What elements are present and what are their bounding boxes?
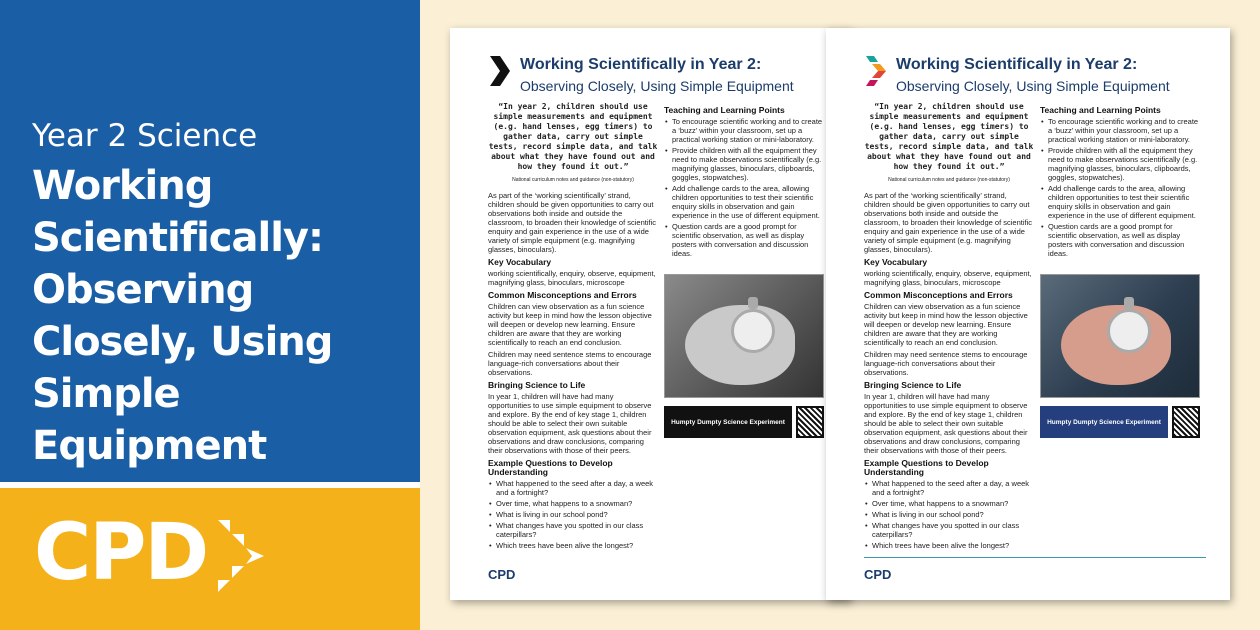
document-preview-mono [450,28,850,600]
doc-right-column [664,102,826,438]
stopwatch-icon [1107,309,1151,353]
list-item: • Which trees have been alive the longest? [488,541,658,550]
list-item: • Add challenge cards to the area, allowing children opportunities to test their scientific enquiry skills in observation and gain experience in the use of different equipment. [1040,184,1202,220]
vocab-heading: Key Vocabulary [488,257,552,267]
experiment-link[interactable]: Humpty Dumpty Science Experiment [1040,406,1168,438]
teaching-list [664,117,826,258]
life-text: In year 1, children will have had many opportunities to use simple equipment to observe and explore. By the end of key stage 1, children should be able to select their own suitable observation equipment, ask questions about their observations and draw conclusions, comparing their observations with those of their peers. [864,392,1028,455]
misconceptions-text: Children can view observation as a fun science activity but keep in mind how the lesson objective will deepen or develop new learning. Ensure children are aware that they are working scientifically to reach an end conclusion. [488,302,652,347]
experiment-link[interactable]: Humpty Dumpty Science Experiment [664,406,792,438]
list-item: • What is living in our school pond? [488,510,658,519]
teaching-list [1040,117,1202,258]
life-text: In year 1, children will have had many opportunities to use simple equipment to observe and explore. By the end of key stage 1, children should be able to select their own suitable observation equipment, ask questions about their observations and draw conclusions, comparing their observations with those of their peers. [488,392,652,455]
questions-list [864,479,1034,550]
footer-divider [864,557,1206,558]
experiment-banner [664,406,826,438]
list-item: • What changes have you spotted in our class caterpillars? [488,521,658,539]
quote-source: National curriculum notes and guidance (non-statutory) [888,177,1010,183]
list-item: • To encourage scientific working and to create a ‘buzz’ within your classroom, set up a practical working station or mini-laboratory. [664,117,826,144]
page-title: Working Scientifically: Observing Closely, Using Simple Equipment [32,163,333,469]
curriculum-quote: “In year 2, children should use simple measurements and equipment (e.g. hand lenses, egg timers) to gather data, carry out simple tests, record simple data, and talk about what they have found out and how they found it out.” [864,102,1034,171]
doc-title: Working Scientifically in Year 2: [896,56,1138,73]
list-item: • To encourage scientific working and to create a ‘buzz’ within your classroom, set up a practical working station or mini-laboratory. [1040,117,1202,144]
intro-text: As part of the ‘working scientifically’ strand, children should be given opportunities to carry out observations both inside and outside the classroom, to broaden their knowledge of scientific enquiry and gain experience in the use of a wide variety of simple equipment (e.g. magnifying glasses, binoculars). [488,191,657,254]
list-item: • Question cards are a good prompt for scientific observation, as well as display posters with conversation and discussion ideas. [664,222,826,258]
experiment-banner [1040,406,1202,438]
curriculum-quote: “In year 2, children should use simple measurements and equipment (e.g. hand lenses, egg timers) to gather data, carry out simple tests, record simple data, and talk about what they have found out and how they found it out.” [488,102,658,171]
vocab-heading: Key Vocabulary [864,257,928,267]
life-heading: Bringing Science to Life [864,380,962,390]
life-heading: Bringing Science to Life [488,380,586,390]
stopwatch-icon [731,309,775,353]
stopwatch-photo [664,274,824,398]
subject-label: Year 2 Science [32,118,258,154]
quote-source: National curriculum notes and guidance (non-statutory) [512,177,634,183]
footer-brand: CPD [488,567,516,582]
doc-title: Working Scientifically in Year 2: [520,56,762,73]
doc-right-column [1040,102,1202,438]
list-item: • Add challenge cards to the area, allowing children opportunities to test their scientific enquiry skills in observation and gain experience in the use of different equipment. [664,184,826,220]
qr-code-icon [796,406,824,438]
list-item: • What changes have you spotted in our class caterpillars? [864,521,1034,539]
doc-left-column [488,102,658,552]
teaching-heading: Teaching and Learning Points [664,105,785,115]
footer-brand: CPD [864,567,892,582]
watch-stem [748,297,758,309]
stopwatch-photo [1040,274,1200,398]
misconceptions-heading: Common Misconceptions and Errors [864,290,1013,300]
vocab-text: working scientifically, enquiry, observe, equipment, magnifying glass, binoculars, microscope [488,269,656,287]
chevron-logo-icon [212,516,272,596]
list-item: • Over time, what happens to a snowman? [488,499,658,508]
misconceptions-heading: Common Misconceptions and Errors [488,290,637,300]
list-item: • Question cards are a good prompt for scientific observation, as well as display posters with conversation and discussion ideas. [1040,222,1202,258]
list-item: • What is living in our school pond? [864,510,1034,519]
list-item: • Over time, what happens to a snowman? [864,499,1034,508]
qr-code-icon [1172,406,1200,438]
list-item: • Provide children with all the equipment they need to make observations scientifically (e.g. magnifying glasses, binoculars, clipboards, goggles, stopwatches). [1040,146,1202,182]
questions-heading: Example Questions to Develop Understanding [864,458,989,477]
vocab-text: working scientifically, enquiry, observe, equipment, magnifying glass, binoculars, microscope [864,269,1032,287]
list-item: • Provide children with all the equipment they need to make observations scientifically (e.g. magnifying glasses, binoculars, clipboards, goggles, stopwatches). [664,146,826,182]
document-preview-color [826,28,1230,600]
questions-heading: Example Questions to Develop Understanding [488,458,613,477]
misconceptions-text-2: Children may need sentence stems to encourage language-rich conversations about their observations. [488,350,652,377]
chevron-icon [864,54,890,88]
chevron-icon [488,54,514,88]
list-item: • What happened to the seed after a day, a week and a fortnight? [488,479,658,497]
list-item: • Which trees have been alive the longest? [864,541,1034,550]
cpd-logo-text: CPD [34,508,208,598]
watch-stem [1124,297,1134,309]
misconceptions-text-2: Children may need sentence stems to encourage language-rich conversations about their observations. [864,350,1028,377]
doc-subtitle: Observing Closely, Using Simple Equipment [520,78,794,94]
list-item: • What happened to the seed after a day, a week and a fortnight? [864,479,1034,497]
teaching-heading: Teaching and Learning Points [1040,105,1161,115]
intro-text: As part of the ‘working scientifically’ strand, children should be given opportunities to carry out observations both inside and outside the classroom, to broaden their knowledge of scientific enquiry and gain experience in the use of a wide variety of simple equipment (e.g. magnifying glasses, binoculars). [864,191,1033,254]
misconceptions-text: Children can view observation as a fun science activity but keep in mind how the lesson objective will deepen or develop new learning. Ensure children are aware that they are working scientifically to reach an end conclusion. [864,302,1028,347]
questions-list [488,479,658,550]
doc-left-column [864,102,1034,552]
doc-subtitle: Observing Closely, Using Simple Equipment [896,78,1170,94]
